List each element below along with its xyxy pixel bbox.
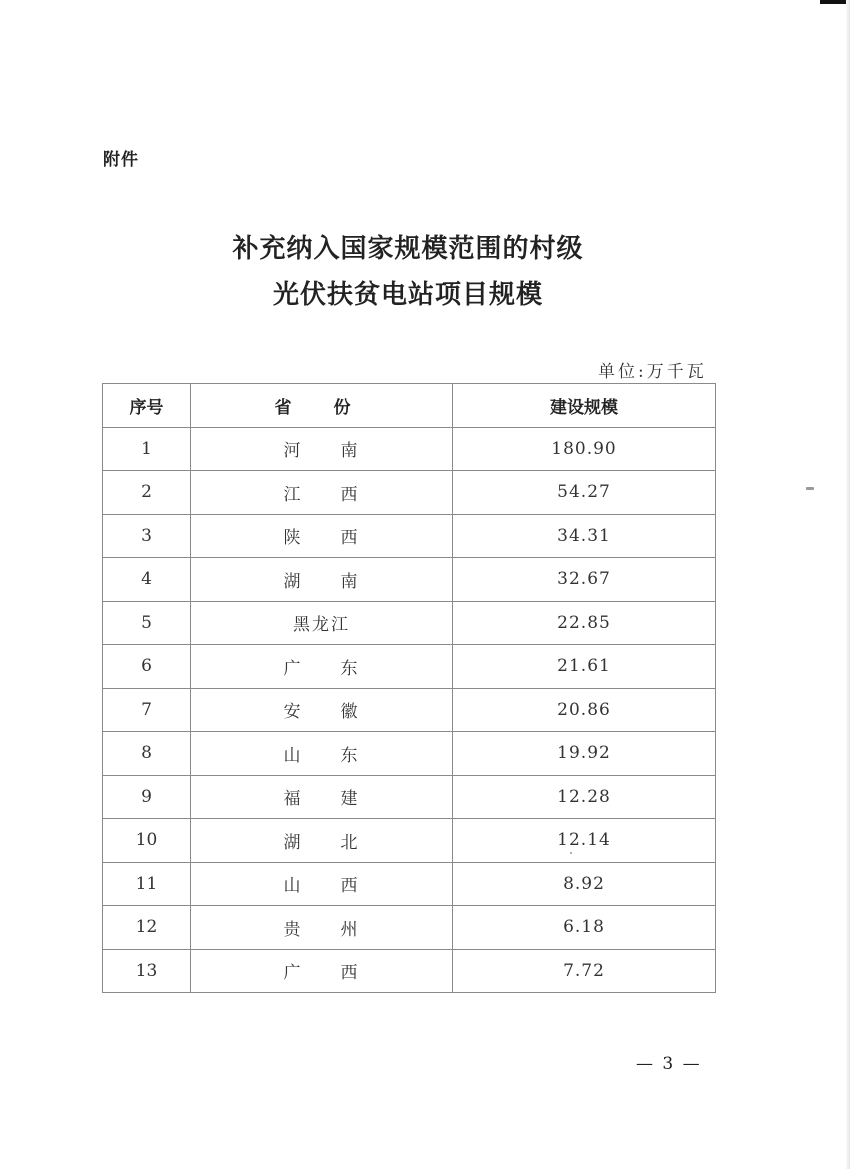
row-province: 山 西 [191,862,453,906]
row-scale: 6.18 [453,906,716,950]
table-row [103,558,716,602]
table-row [103,819,716,863]
row-scale: 7.72 [453,949,716,993]
row-scale: 19.92 [453,732,716,776]
row-scale: 54.27 [453,471,716,515]
scan-edge-shadow [846,0,850,1169]
page-number: — 3 — [636,1054,702,1074]
row-scale: 21.61 [453,645,716,689]
table-row [103,862,716,906]
row-seq: 6 [103,645,191,689]
table-row [103,427,716,471]
document-title-line2: 光伏扶贫电站项目规模 [272,280,543,310]
row-seq: 3 [103,514,191,558]
row-province: 江 西 [191,471,453,515]
project-scale-table [102,383,716,993]
row-province: 湖 北 [191,819,453,863]
row-seq: 9 [103,775,191,819]
row-seq: 11 [103,862,191,906]
row-seq: 1 [103,427,191,471]
document-title-line1: 补充纳入国家规模范围的村级 [232,234,584,264]
row-province: 陕 西 [191,514,453,558]
row-province: 河 南 [191,427,453,471]
scan-speck [806,487,814,490]
table-row [103,949,716,993]
header-province: 省 份 [191,384,453,428]
row-seq: 4 [103,558,191,602]
attachment-label: 附件 [103,150,139,170]
row-scale: 12.14 [453,819,716,863]
row-seq: 7 [103,688,191,732]
row-scale: 12.28 [453,775,716,819]
row-scale: 180.90 [453,427,716,471]
unit-label: 单位:万千瓦 [598,362,707,382]
header-seq: 序号 [103,384,191,428]
row-seq: 2 [103,471,191,515]
row-seq: 12 [103,906,191,950]
row-scale: 8.92 [453,862,716,906]
row-scale: 20.86 [453,688,716,732]
table-header-row [103,384,716,428]
table-row [103,732,716,776]
table-row [103,514,716,558]
row-seq: 10 [103,819,191,863]
row-province: 贵 州 [191,906,453,950]
row-province: 黑龙江 [191,601,453,645]
header-scale: 建设规模 [453,384,716,428]
scan-speck [570,852,572,854]
row-scale: 32.67 [453,558,716,602]
row-province: 山 东 [191,732,453,776]
table-row [103,906,716,950]
row-province: 广 东 [191,645,453,689]
row-province: 福 建 [191,775,453,819]
row-province: 安 徽 [191,688,453,732]
table-row [103,775,716,819]
table-row [103,688,716,732]
row-scale: 22.85 [453,601,716,645]
row-province: 广 西 [191,949,453,993]
row-seq: 8 [103,732,191,776]
row-seq: 13 [103,949,191,993]
table-row [103,471,716,515]
row-province: 湖 南 [191,558,453,602]
row-scale: 34.31 [453,514,716,558]
row-seq: 5 [103,601,191,645]
table-row [103,645,716,689]
table-row [103,601,716,645]
